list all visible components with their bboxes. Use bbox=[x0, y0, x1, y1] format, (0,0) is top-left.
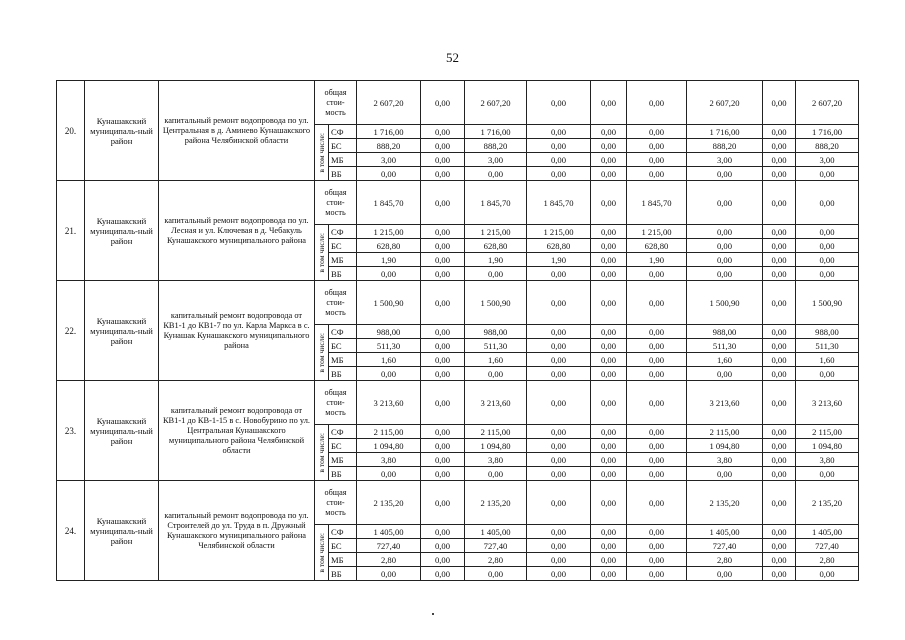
funding-value-cell: 0,00 bbox=[591, 253, 627, 267]
district-name: Кунашакский муниципаль-ный район bbox=[85, 81, 159, 181]
total-value-cell: 0,00 bbox=[591, 281, 627, 325]
funding-value-cell: 0,00 bbox=[527, 553, 591, 567]
total-value-cell: 1 845,70 bbox=[527, 181, 591, 225]
funding-value-cell: 0,00 bbox=[591, 239, 627, 253]
funding-value-cell: 0,00 bbox=[763, 353, 796, 367]
funding-value-cell: 0,00 bbox=[527, 539, 591, 553]
funding-value-cell: 0,00 bbox=[763, 125, 796, 139]
district-name: Кунашакский муниципаль-ный район bbox=[85, 181, 159, 281]
funding-value-cell: 0,00 bbox=[421, 467, 465, 481]
funding-value-cell: 0,00 bbox=[527, 325, 591, 339]
funding-value-cell: 0,00 bbox=[591, 153, 627, 167]
row-number: 22. bbox=[57, 281, 85, 381]
funding-value-cell: 511,30 bbox=[357, 339, 421, 353]
funding-value-cell: 0,00 bbox=[763, 167, 796, 181]
breakdown-label-cell bbox=[315, 225, 329, 281]
funding-value-cell: 0,00 bbox=[527, 367, 591, 381]
funding-value-cell: 0,00 bbox=[527, 453, 591, 467]
funding-source-label: БС bbox=[329, 439, 357, 453]
total-value-cell: 0,00 bbox=[421, 281, 465, 325]
funding-value-cell: 1,60 bbox=[687, 353, 763, 367]
funding-value-cell: 1,90 bbox=[357, 253, 421, 267]
total-value-cell: 0,00 bbox=[591, 81, 627, 125]
funding-value-cell: 1,90 bbox=[527, 253, 591, 267]
funding-value-cell: 1 716,00 bbox=[465, 125, 527, 139]
total-value-cell: 3 213,60 bbox=[796, 381, 859, 425]
total-value-cell: 0,00 bbox=[687, 181, 763, 225]
total-cost-label: общая стои-мость bbox=[315, 381, 357, 425]
funding-value-cell: 0,00 bbox=[763, 439, 796, 453]
funding-value-cell: 0,00 bbox=[591, 539, 627, 553]
funding-value-cell: 0,00 bbox=[591, 439, 627, 453]
funding-value-cell: 0,00 bbox=[687, 239, 763, 253]
funding-value-cell: 888,20 bbox=[687, 139, 763, 153]
total-value-cell: 1 500,90 bbox=[357, 281, 421, 325]
funding-value-cell: 0,00 bbox=[763, 553, 796, 567]
funding-value-cell: 3,80 bbox=[796, 453, 859, 467]
funding-value-cell: 3,80 bbox=[357, 453, 421, 467]
total-value-cell: 0,00 bbox=[627, 281, 687, 325]
funding-value-cell: 511,30 bbox=[796, 339, 859, 353]
funding-value-cell: 0,00 bbox=[421, 239, 465, 253]
funding-value-cell: 1 215,00 bbox=[527, 225, 591, 239]
funding-value-cell: 0,00 bbox=[591, 167, 627, 181]
funding-value-cell: 0,00 bbox=[591, 567, 627, 581]
funding-value-cell: 0,00 bbox=[527, 267, 591, 281]
funding-value-cell: 0,00 bbox=[763, 367, 796, 381]
funding-value-cell: 0,00 bbox=[591, 139, 627, 153]
total-value-cell: 2 135,20 bbox=[687, 481, 763, 525]
funding-source-label: ВБ bbox=[329, 267, 357, 281]
funding-source-label: МБ bbox=[329, 253, 357, 267]
funding-value-cell: 1 716,00 bbox=[687, 125, 763, 139]
breakdown-label: в том числе: bbox=[317, 232, 326, 273]
total-value-cell: 0,00 bbox=[527, 81, 591, 125]
funding-value-cell: 0,00 bbox=[763, 453, 796, 467]
funding-value-cell: 0,00 bbox=[527, 139, 591, 153]
funding-value-cell: 0,00 bbox=[421, 339, 465, 353]
funding-table bbox=[56, 80, 859, 581]
funding-value-cell: 1,90 bbox=[465, 253, 527, 267]
funding-value-cell: 727,40 bbox=[796, 539, 859, 553]
funding-source-label: СФ bbox=[329, 525, 357, 539]
total-value-cell: 0,00 bbox=[591, 481, 627, 525]
funding-value-cell: 0,00 bbox=[627, 353, 687, 367]
page-number: 52 bbox=[446, 50, 459, 65]
total-value-cell: 0,00 bbox=[627, 81, 687, 125]
funding-value-cell: 0,00 bbox=[527, 425, 591, 439]
funding-value-cell: 0,00 bbox=[627, 167, 687, 181]
funding-value-cell: 0,00 bbox=[465, 167, 527, 181]
table-row bbox=[57, 481, 859, 525]
funding-source-label: ВБ bbox=[329, 467, 357, 481]
total-value-cell: 0,00 bbox=[763, 281, 796, 325]
funding-value-cell: 0,00 bbox=[763, 567, 796, 581]
breakdown-label: в том числе: bbox=[317, 532, 326, 573]
total-value-cell: 2 135,20 bbox=[796, 481, 859, 525]
total-value-cell: 2 135,20 bbox=[465, 481, 527, 525]
funding-value-cell: 0,00 bbox=[591, 453, 627, 467]
funding-value-cell: 0,00 bbox=[591, 467, 627, 481]
breakdown-label: в том числе: bbox=[317, 332, 326, 373]
total-value-cell: 1 500,90 bbox=[465, 281, 527, 325]
district-name: Кунашакский муниципаль-ный район bbox=[85, 381, 159, 481]
funding-value-cell: 0,00 bbox=[687, 253, 763, 267]
funding-value-cell: 2,80 bbox=[357, 553, 421, 567]
funding-value-cell: 1 094,80 bbox=[357, 439, 421, 453]
funding-value-cell: 3,00 bbox=[465, 153, 527, 167]
funding-value-cell: 628,80 bbox=[527, 239, 591, 253]
funding-value-cell: 0,00 bbox=[421, 267, 465, 281]
total-value-cell: 3 213,60 bbox=[357, 381, 421, 425]
funding-value-cell: 0,00 bbox=[796, 567, 859, 581]
total-value-cell: 0,00 bbox=[763, 481, 796, 525]
funding-source-label: БС bbox=[329, 539, 357, 553]
funding-value-cell: 0,00 bbox=[763, 539, 796, 553]
breakdown-label-cell bbox=[315, 525, 329, 581]
funding-value-cell: 888,20 bbox=[465, 139, 527, 153]
total-value-cell: 1 500,90 bbox=[687, 281, 763, 325]
total-value-cell: 0,00 bbox=[763, 181, 796, 225]
funding-source-label: ВБ bbox=[329, 367, 357, 381]
funding-value-cell: 988,00 bbox=[465, 325, 527, 339]
funding-value-cell: 0,00 bbox=[421, 367, 465, 381]
funding-value-cell: 0,00 bbox=[763, 467, 796, 481]
funding-value-cell: 0,00 bbox=[687, 567, 763, 581]
funding-value-cell: 0,00 bbox=[421, 353, 465, 367]
funding-value-cell: 0,00 bbox=[465, 367, 527, 381]
funding-value-cell: 0,00 bbox=[591, 553, 627, 567]
funding-value-cell: 0,00 bbox=[627, 153, 687, 167]
funding-value-cell: 0,00 bbox=[465, 467, 527, 481]
funding-source-label: СФ bbox=[329, 425, 357, 439]
funding-value-cell: 0,00 bbox=[796, 253, 859, 267]
funding-value-cell: 0,00 bbox=[527, 125, 591, 139]
funding-value-cell: 1 716,00 bbox=[796, 125, 859, 139]
total-value-cell: 0,00 bbox=[763, 381, 796, 425]
funding-value-cell: 0,00 bbox=[527, 353, 591, 367]
funding-value-cell: 0,00 bbox=[796, 239, 859, 253]
total-value-cell: 0,00 bbox=[591, 181, 627, 225]
funding-value-cell: 3,80 bbox=[687, 453, 763, 467]
total-value-cell: 0,00 bbox=[421, 381, 465, 425]
funding-source-label: ВБ bbox=[329, 567, 357, 581]
district-name: Кунашакский муниципаль-ный район bbox=[85, 481, 159, 581]
funding-source-label: МБ bbox=[329, 453, 357, 467]
funding-value-cell: 0,00 bbox=[421, 567, 465, 581]
total-value-cell: 0,00 bbox=[421, 481, 465, 525]
funding-value-cell: 0,00 bbox=[763, 239, 796, 253]
breakdown-label-cell bbox=[315, 425, 329, 481]
funding-value-cell: 0,00 bbox=[421, 139, 465, 153]
total-value-cell: 2 607,20 bbox=[796, 81, 859, 125]
funding-value-cell: 0,00 bbox=[527, 339, 591, 353]
funding-value-cell: 0,00 bbox=[357, 267, 421, 281]
table-row bbox=[57, 81, 859, 125]
funding-value-cell: 1 405,00 bbox=[357, 525, 421, 539]
total-value-cell: 2 607,20 bbox=[465, 81, 527, 125]
funding-value-cell: 0,00 bbox=[627, 439, 687, 453]
object-description: капитальный ремонт водопровода по ул. Лесная и ул. Ключевая в д. Чебакуль Кунашакского муниципального района bbox=[159, 181, 315, 281]
funding-value-cell: 0,00 bbox=[763, 425, 796, 439]
funding-value-cell: 0,00 bbox=[687, 267, 763, 281]
funding-value-cell: 0,00 bbox=[421, 325, 465, 339]
funding-value-cell: 888,20 bbox=[357, 139, 421, 153]
funding-value-cell: 2 115,00 bbox=[357, 425, 421, 439]
funding-value-cell: 0,00 bbox=[627, 467, 687, 481]
funding-value-cell: 0,00 bbox=[591, 425, 627, 439]
total-value-cell: 0,00 bbox=[796, 181, 859, 225]
total-value-cell: 0,00 bbox=[421, 181, 465, 225]
funding-value-cell: 1 405,00 bbox=[687, 525, 763, 539]
funding-value-cell: 3,00 bbox=[796, 153, 859, 167]
funding-value-cell: 2 115,00 bbox=[796, 425, 859, 439]
scan-dot bbox=[432, 613, 434, 615]
row-number: 24. bbox=[57, 481, 85, 581]
funding-value-cell: 0,00 bbox=[796, 267, 859, 281]
funding-value-cell: 628,80 bbox=[357, 239, 421, 253]
funding-value-cell: 0,00 bbox=[796, 167, 859, 181]
total-value-cell: 3 213,60 bbox=[687, 381, 763, 425]
funding-value-cell: 0,00 bbox=[796, 367, 859, 381]
funding-value-cell: 0,00 bbox=[763, 253, 796, 267]
total-value-cell: 1 500,90 bbox=[796, 281, 859, 325]
breakdown-label: в том числе: bbox=[317, 132, 326, 173]
funding-value-cell: 0,00 bbox=[627, 425, 687, 439]
funding-value-cell: 0,00 bbox=[357, 367, 421, 381]
funding-value-cell: 1 094,80 bbox=[796, 439, 859, 453]
table-body bbox=[57, 81, 859, 581]
funding-value-cell: 3,00 bbox=[687, 153, 763, 167]
funding-source-label: СФ bbox=[329, 125, 357, 139]
funding-value-cell: 988,00 bbox=[687, 325, 763, 339]
object-description: капитальный ремонт водопровода от КВ1-1 до КВ-1-15 в с. Новобурино по ул. Центральная Кунашакского муниципального района Челябинской области bbox=[159, 381, 315, 481]
total-cost-label: общая стои-мость bbox=[315, 81, 357, 125]
funding-value-cell: 1 215,00 bbox=[627, 225, 687, 239]
funding-value-cell: 0,00 bbox=[591, 225, 627, 239]
funding-value-cell: 1 405,00 bbox=[796, 525, 859, 539]
funding-value-cell: 727,40 bbox=[465, 539, 527, 553]
total-value-cell: 1 845,70 bbox=[627, 181, 687, 225]
object-description: капитальный ремонт водопровода по ул. Центральная в д. Аминево Кунашакского района Челябинской области bbox=[159, 81, 315, 181]
total-value-cell: 0,00 bbox=[627, 481, 687, 525]
object-description: капитальный ремонт водопровода по ул. Строителей до ул. Труда в п. Дружный Кунашакского муниципального района Челябинской области bbox=[159, 481, 315, 581]
funding-value-cell: 0,00 bbox=[687, 367, 763, 381]
total-value-cell: 0,00 bbox=[527, 381, 591, 425]
funding-value-cell: 0,00 bbox=[627, 453, 687, 467]
total-value-cell: 0,00 bbox=[627, 381, 687, 425]
table-row bbox=[57, 381, 859, 425]
funding-value-cell: 0,00 bbox=[763, 225, 796, 239]
funding-value-cell: 0,00 bbox=[357, 167, 421, 181]
funding-value-cell: 0,00 bbox=[421, 125, 465, 139]
funding-value-cell: 0,00 bbox=[796, 225, 859, 239]
funding-value-cell: 0,00 bbox=[627, 139, 687, 153]
funding-value-cell: 0,00 bbox=[591, 339, 627, 353]
row-number: 23. bbox=[57, 381, 85, 481]
total-value-cell: 2 607,20 bbox=[687, 81, 763, 125]
total-cost-label: общая стои-мость bbox=[315, 181, 357, 225]
table-row bbox=[57, 281, 859, 325]
total-cost-label: общая стои-мость bbox=[315, 481, 357, 525]
funding-source-label: ВБ bbox=[329, 167, 357, 181]
total-value-cell: 1 845,70 bbox=[465, 181, 527, 225]
funding-value-cell: 1 405,00 bbox=[465, 525, 527, 539]
district-name: Кунашакский муниципаль-ный район bbox=[85, 281, 159, 381]
funding-value-cell: 0,00 bbox=[627, 525, 687, 539]
funding-value-cell: 0,00 bbox=[421, 525, 465, 539]
funding-value-cell: 0,00 bbox=[527, 167, 591, 181]
funding-value-cell: 727,40 bbox=[357, 539, 421, 553]
funding-value-cell: 0,00 bbox=[763, 525, 796, 539]
funding-value-cell: 0,00 bbox=[357, 467, 421, 481]
funding-value-cell: 0,00 bbox=[591, 353, 627, 367]
funding-value-cell: 1 215,00 bbox=[465, 225, 527, 239]
funding-value-cell: 1,60 bbox=[357, 353, 421, 367]
funding-value-cell: 0,00 bbox=[627, 325, 687, 339]
funding-value-cell: 1 094,80 bbox=[687, 439, 763, 453]
funding-value-cell: 628,80 bbox=[627, 239, 687, 253]
total-value-cell: 0,00 bbox=[763, 81, 796, 125]
object-description: капитальный ремонт водопровода от КВ1-1 до КВ1-7 по ул. Карла Маркса в с. Кунашак Кунашакского муниципального района bbox=[159, 281, 315, 381]
total-value-cell: 0,00 bbox=[527, 481, 591, 525]
funding-value-cell: 0,00 bbox=[527, 467, 591, 481]
funding-source-label: БС bbox=[329, 139, 357, 153]
funding-value-cell: 0,00 bbox=[627, 367, 687, 381]
funding-value-cell: 0,00 bbox=[591, 267, 627, 281]
total-value-cell: 0,00 bbox=[527, 281, 591, 325]
funding-value-cell: 888,20 bbox=[796, 139, 859, 153]
row-number: 21. bbox=[57, 181, 85, 281]
total-value-cell: 0,00 bbox=[421, 81, 465, 125]
funding-value-cell: 0,00 bbox=[763, 139, 796, 153]
funding-value-cell: 0,00 bbox=[687, 225, 763, 239]
funding-value-cell: 0,00 bbox=[763, 153, 796, 167]
funding-value-cell: 0,00 bbox=[421, 167, 465, 181]
funding-value-cell: 0,00 bbox=[527, 567, 591, 581]
breakdown-label: в том числе: bbox=[317, 432, 326, 473]
total-value-cell: 2 607,20 bbox=[357, 81, 421, 125]
funding-value-cell: 0,00 bbox=[527, 525, 591, 539]
total-cost-label: общая стои-мость bbox=[315, 281, 357, 325]
funding-value-cell: 0,00 bbox=[421, 225, 465, 239]
funding-value-cell: 0,00 bbox=[465, 267, 527, 281]
funding-value-cell: 1,90 bbox=[627, 253, 687, 267]
breakdown-label-cell bbox=[315, 125, 329, 181]
funding-source-label: МБ bbox=[329, 153, 357, 167]
funding-value-cell: 1,60 bbox=[465, 353, 527, 367]
funding-source-label: СФ bbox=[329, 325, 357, 339]
funding-source-label: МБ bbox=[329, 353, 357, 367]
funding-value-cell: 0,00 bbox=[421, 553, 465, 567]
funding-value-cell: 3,00 bbox=[357, 153, 421, 167]
funding-value-cell: 0,00 bbox=[591, 525, 627, 539]
funding-value-cell: 988,00 bbox=[796, 325, 859, 339]
funding-value-cell: 0,00 bbox=[527, 439, 591, 453]
funding-value-cell: 0,00 bbox=[465, 567, 527, 581]
total-value-cell: 1 845,70 bbox=[357, 181, 421, 225]
total-value-cell: 3 213,60 bbox=[465, 381, 527, 425]
funding-value-cell: 988,00 bbox=[357, 325, 421, 339]
funding-value-cell: 0,00 bbox=[687, 167, 763, 181]
funding-value-cell: 2 115,00 bbox=[465, 425, 527, 439]
funding-value-cell: 1,60 bbox=[796, 353, 859, 367]
funding-value-cell: 0,00 bbox=[627, 539, 687, 553]
funding-source-label: СФ bbox=[329, 225, 357, 239]
funding-value-cell: 511,30 bbox=[465, 339, 527, 353]
funding-value-cell: 0,00 bbox=[763, 339, 796, 353]
funding-value-cell: 0,00 bbox=[591, 325, 627, 339]
funding-source-label: БС bbox=[329, 239, 357, 253]
funding-value-cell: 0,00 bbox=[796, 467, 859, 481]
funding-value-cell: 0,00 bbox=[421, 253, 465, 267]
funding-value-cell: 511,30 bbox=[687, 339, 763, 353]
funding-value-cell: 0,00 bbox=[591, 125, 627, 139]
funding-value-cell: 0,00 bbox=[627, 567, 687, 581]
funding-value-cell: 1 215,00 bbox=[357, 225, 421, 239]
funding-value-cell: 0,00 bbox=[627, 553, 687, 567]
funding-value-cell: 0,00 bbox=[421, 439, 465, 453]
funding-value-cell: 0,00 bbox=[527, 153, 591, 167]
total-value-cell: 2 135,20 bbox=[357, 481, 421, 525]
funding-value-cell: 2,80 bbox=[687, 553, 763, 567]
funding-value-cell: 727,40 bbox=[687, 539, 763, 553]
table-row bbox=[57, 181, 859, 225]
funding-value-cell: 0,00 bbox=[627, 125, 687, 139]
funding-value-cell: 0,00 bbox=[421, 153, 465, 167]
funding-value-cell: 0,00 bbox=[627, 267, 687, 281]
total-value-cell: 0,00 bbox=[591, 381, 627, 425]
funding-value-cell: 3,80 bbox=[465, 453, 527, 467]
funding-value-cell: 0,00 bbox=[687, 467, 763, 481]
breakdown-label-cell bbox=[315, 325, 329, 381]
funding-value-cell: 0,00 bbox=[421, 425, 465, 439]
funding-value-cell: 0,00 bbox=[763, 267, 796, 281]
row-number: 20. bbox=[57, 81, 85, 181]
funding-value-cell: 628,80 bbox=[465, 239, 527, 253]
funding-value-cell: 0,00 bbox=[357, 567, 421, 581]
funding-value-cell: 2,80 bbox=[796, 553, 859, 567]
funding-value-cell: 0,00 bbox=[591, 367, 627, 381]
funding-source-label: МБ bbox=[329, 553, 357, 567]
funding-value-cell: 2,80 bbox=[465, 553, 527, 567]
funding-value-cell: 1 716,00 bbox=[357, 125, 421, 139]
funding-value-cell: 1 094,80 bbox=[465, 439, 527, 453]
funding-value-cell: 0,00 bbox=[627, 339, 687, 353]
funding-value-cell: 2 115,00 bbox=[687, 425, 763, 439]
funding-value-cell: 0,00 bbox=[421, 539, 465, 553]
funding-value-cell: 0,00 bbox=[421, 453, 465, 467]
funding-value-cell: 0,00 bbox=[763, 325, 796, 339]
funding-source-label: БС bbox=[329, 339, 357, 353]
